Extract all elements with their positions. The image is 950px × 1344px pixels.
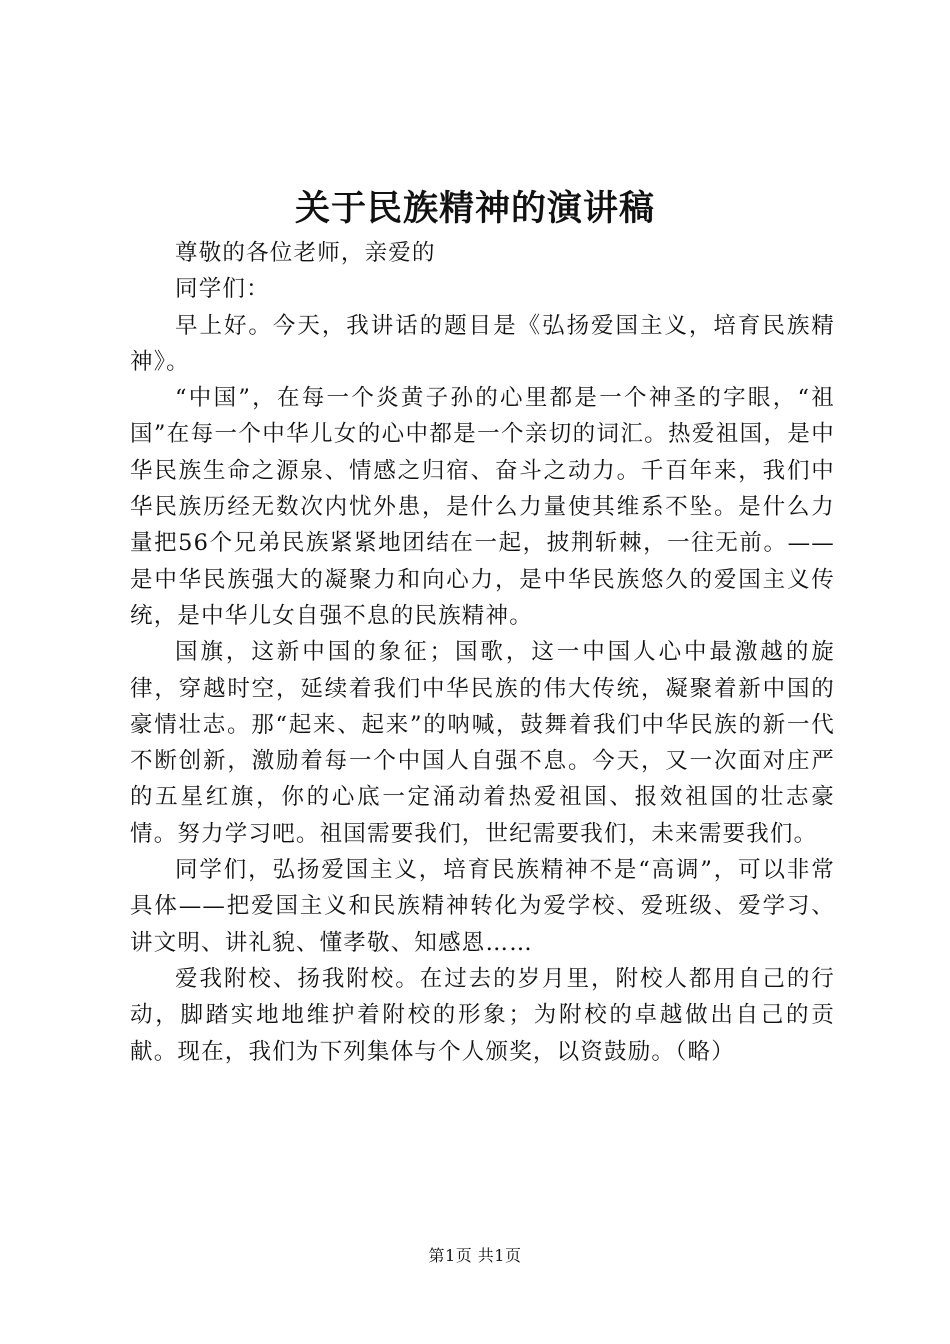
body-paragraph: “中国”，在每一个炎黄子孙的心里都是一个神圣的字眼，“祖国”在每一个中华儿女的心中都是一个亲切的词汇。热爱祖国，是中华民族生命之源泉、情感之归宿、奋斗之动力。千百年来，我们中华民族历经无数次内忧外患，是什么力量使其维系不坠。是什么力量把56个兄弟民族紧紧地团结在一起，披荆斩棘，一往无前。——是中华民族强大的凝聚力和向心力，是中华民族悠久的爱国主义传统，是中华儿女自强不息的民族精神。 (130, 385, 835, 629)
page-number-footer: 第1页 共1页 (428, 1246, 522, 1265)
document-title: 关于民族精神的演讲稿 (294, 188, 655, 229)
body-paragraph: 同学们，弘扬爱国主义，培育民族精神不是“高调”，可以非常具体——把爱国主义和民族精神转化为爱学校、爱班级、爱学习、讲文明、讲礼貌、懂孝敬、知感恩…… (130, 857, 835, 956)
salutation-paragraph: 同学们： (175, 276, 270, 303)
body-paragraph: 爱我附校、扬我附校。在过去的岁月里，附校人都用自己的行动，脚踏实地地维护着附校的形象；为附校的卓越做出自己的贡献。现在，我们为下列集体与个人颁奖，以资鼓励。（略） (130, 965, 835, 1065)
document-body (130, 235, 835, 1070)
salutation-paragraph: 尊敬的各位老师，亲爱的 (175, 240, 436, 266)
body-paragraph: 国旗，这新中国的象征；国歌，这一中国人心中最激越的旋律，穿越时空，延续着我们中华民族的伟大传统，凝聚着新中国的豪情壮志。那“起来、起来”的呐喊，鼓舞着我们中华民族的新一代不断创新，激励着每一个中国人自强不息。今天，又一次面对庄严的五星红旗，你的心底一定涌动着热爱祖国、报效祖国的壮志豪情。努力学习吧。祖国需要我们，世纪需要我们，未来需要我们。 (130, 639, 835, 847)
body-paragraph: 早上好。今天，我讲话的题目是《弘扬爱国主义，培育民族精神》。 (130, 312, 835, 375)
